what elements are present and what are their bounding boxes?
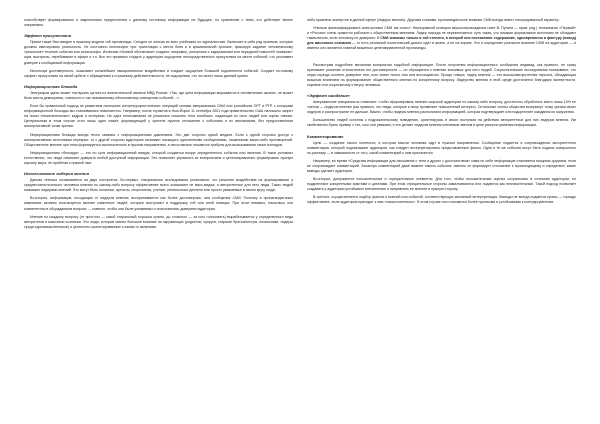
paragraph: Во-вторых, допускаются положительные и отрицательные элементы. Для того, чтобы положительная оценка сохранилась в сознании аудитории, ее подкрепляют конкретными фактами и цитатами. При этом отрицательные стороны замалчиваются или подаются как незначительные. Такой подход позволяет создавать у аудитории устойчивое впечатление и направлять ее мнение в нужную сторону.: [307, 177, 576, 192]
text-run: — то есть реальный политический диалог идет в жизни, а не на экране. Это и определяет реальное влияние СМИ на аудиторию — и именно оно является главной мишенью целенаправленной пропаганды.: [307, 41, 576, 51]
paragraph: Во-вторых, информация, исходящая от лидеров мнения, воспринимается как более достоверная, чем сообщения СМИ. Поэтому в пропагандистских кампаниях активно используется мнение известных людей, которые выступают в поддержку той или иной позиции. При этом неважно, насколько они компетентны в обсуждаемом вопросе — главное, чтобы они были узнаваемы и пользовались доверием аудитории.: [24, 196, 293, 211]
paragraph: Мнение по каждому вопросу (от простого — какой стиральный порошок купить, до сложного — за кого голосовать) вырабатывается у определенного вида авторитетов в массовом сознании. Это люди, которые имеют большое влияние на окружающих (родители, супруги, старшие братья/сестры, начальники, лидеры среди единомышленников) и ценностно-ориентированные к каким-то явлениям.: [24, 214, 293, 229]
paragraph: Прием также был введен в практику модели той пропаганды. Сегодня он описан во всех учебниках по журналистике. Включает в себя ряд приемов, которые должны имитировать реальность. Их постоянно используют при трансляции с места боев и в криминальной хронике, фиксируя задание человеческому «реальное» течение события или катастрофы. Иллюзию «боевой обстановки» создают, например, репортажи с задержанием или передачей новостей «живьем»: шум, выстрелы, перебивание в эфире и т.п. Все это призвано создать у аудитории ощущение непосредственного присутствия на месте событий, что усиливает доверие к сообщаемой информации.: [24, 40, 293, 65]
right-column: [307, 18, 576, 414]
paragraph: Информационная «блокада» — это по сути информационный вакуум, который создается вокруг определенного события или явления. В таких условиях естественно, что люди начинают доверять любой доступной информации. Это позволяет управлять их восприятием и целенаправленно формировать нужную картину мира, не прибегая к прямой лжи.: [24, 150, 293, 165]
text-run: «Нельзя фальсифицировать электронные СМИ так тонко». Неразрывной оговорки звукосопровождения газет В. Путина — прим. ред.) телеканалы «Первый» и «Россия» очень грамотно работали с общественным мнением. Лидер никогда не переключается: суть такая, что никакие формальные источники не обладают таким весом, если человеку не доверяют. И: [307, 26, 576, 41]
paragraph-with-emphasis: [307, 26, 576, 51]
bold-emphasis: СМИ значимы только в той степени, в которой они поставляют содержание, одновременно и фактуру (повод) для массового сознания: [307, 36, 576, 46]
paragraph: В-третьих, осуществляется подбор фактов и мнений или событий, соответствующих желаемой интерпретации. Выводы не всегда подаются прямо — гораздо эффективнее, если аудитория приходит к ним «самостоятельно». В этом случае они становятся более прочными и устойчивыми к контраргументам.: [307, 195, 576, 205]
paragraph: Рассмотрим подробнее механизм восприятия подобной информации. После получения информационного сообщения индивид, как правило, не сразу принимает решение относительно его достоверности — он обращается к мнению значимых для него людей. Социологические исследования показывают, что люди гораздо охотнее доверяют тем, кого знают лично или кем восхищаются. Проще говоря, лидер мнения — это высокоавторитетная персона, обладающая мощным влиянием на формирование общественного мнения по конкретному вопросу. Лидерство мнения в этой среде достигается благодаря экспертности, харизме или социальному статусу человека.: [307, 62, 576, 87]
paragraph: Данная техника основывается на двух постулатах. Во-первых, специальные исследования установили, что решение воздействия на формирование у среднестатистического человека мнения по какому-либо вопросу эффективнее всего оказывают не масс-медиа, а авторитетные для него люди. Таких людей называют лидерами мнений. Это могут быть политики, артисты, спортсмены, ученые, религиозные деятели или просто уважаемые в своем кругу люди.: [24, 178, 293, 193]
section-heading-commenting: Комментирование: [307, 133, 344, 139]
section-heading-information-blockade: Информационная блокада: [24, 83, 78, 89]
section-heading-expectation-effect: «Эффект ожидания»: [307, 93, 351, 99]
paragraph: Эпиграфом здесь может послужить цитата из аналитической записки МВД России: «Так, где цена информации выражается в человеческих жизнях, не может быть места демократии, гласности и так называемому объективному освещению событий…».: [24, 90, 293, 100]
left-column: [24, 18, 293, 414]
paragraph: Если бы правильный подход за развитием нынешних контртеррористических операций силами американских СМИ или российских ОРТ и РТР, с которыми информационной блокады мы сталкиваемся повсеместно. Например, после терактов в Нью-Йорке 11 сентября 2001 года правительство США наложило запрет на показ «нежелательных» кадров и интервью. Ни одна телекомпания не решилась показать тела погибших, падающих из окон людей или сцены паники. Центральным в этом случае стал лишь один сюжет, формирующий у зрителя нужное отношение к событиям и их виновникам, без предоставления альтернативной точки зрения.: [24, 104, 293, 129]
paragraph: Цель — создание такого контекста, в котором мысли человека идут в нужном направлении. Сообщение подается в сопровождении авторитетного комментария, который подсказывает аудитории, как следует интерпретировать представленные факты. Одни и те же события могут быть поданы совершенно по-разному — в зависимости от того, какой комментарий к ним прилагается.: [307, 140, 576, 155]
section-heading-opinion-leaders: Использование лидеров мнения: [24, 171, 89, 177]
paragraph: Большинство людей склонны к подражательному поведению, ориентируясь в своих поступках на действия авторитетных для них лидеров мнения. Им свойственно брать пример с тех, кого они уважают, и это делает лидеров мнения ключевым звеном в цепи распространения информации.: [307, 118, 576, 128]
paragraph: Например, во время «Средства информации для изложения с тени и других с достоинством» сама по себе информация становится мощным оружием, если ее сопровождает комментарий. Зачастую комментарий даже важнее самого события: именно он формирует отношение к происходящему и определяет, какие выводы сделает аудитория.: [307, 158, 576, 173]
paragraph: либо привлечь экспертов в данной сфере (лидеры мнения). Другими словами, пропагандистское влияние СМИ всегда имеет опосредованный характер.: [307, 18, 560, 22]
paragraph: Используя достоверность, оказывает сильнейшее эмоциональное воздействие и создает ощущение большей подлинности событий. Создает по-новому эффект присутствия на своей орбите с обращением к страшному действительности, не подозревая, что это всего лишь данный прием.: [24, 68, 293, 78]
paragraph: способствует формированию и закреплению предпочтения к данному источнику информации на будущее, по сравнению с теми, кто действует менее оперативно.: [24, 18, 293, 28]
paragraph: Американские специалисты отмечают: чтобы сформировать мнение широкой аудитории по какому-либо вопросу, достаточно обработать всего лишь 10% ее членов — лидеров мнения (как правило, это люди, которые к нему проявляют повышенный интерес). Остальные члены общества воспримут точку зрения своих лидеров и распространят ее дальше. Важно, чтобы лидеры мнения располагали информацией, которая подтверждает или подкрепляет ожидания их окружения.: [307, 100, 576, 115]
spacer: [307, 55, 576, 63]
section-heading-presence-effect: Эффект присутствия: [24, 33, 72, 39]
paragraph: Информационная блокада всегда тесно связана с информационным давлением. Это две стороны одной медали. Если с одной стороны доступ к альтернативным источникам перекрыт, то с другой стороны аудиторию начинают насыщать однотипными сообщениями, лишенными каких-либо противоречий. Общественное мнение при этом формируется исключительно в нужном направлении, а несогласные лишаются трибуны для высказывания своих взглядов.: [24, 132, 293, 147]
